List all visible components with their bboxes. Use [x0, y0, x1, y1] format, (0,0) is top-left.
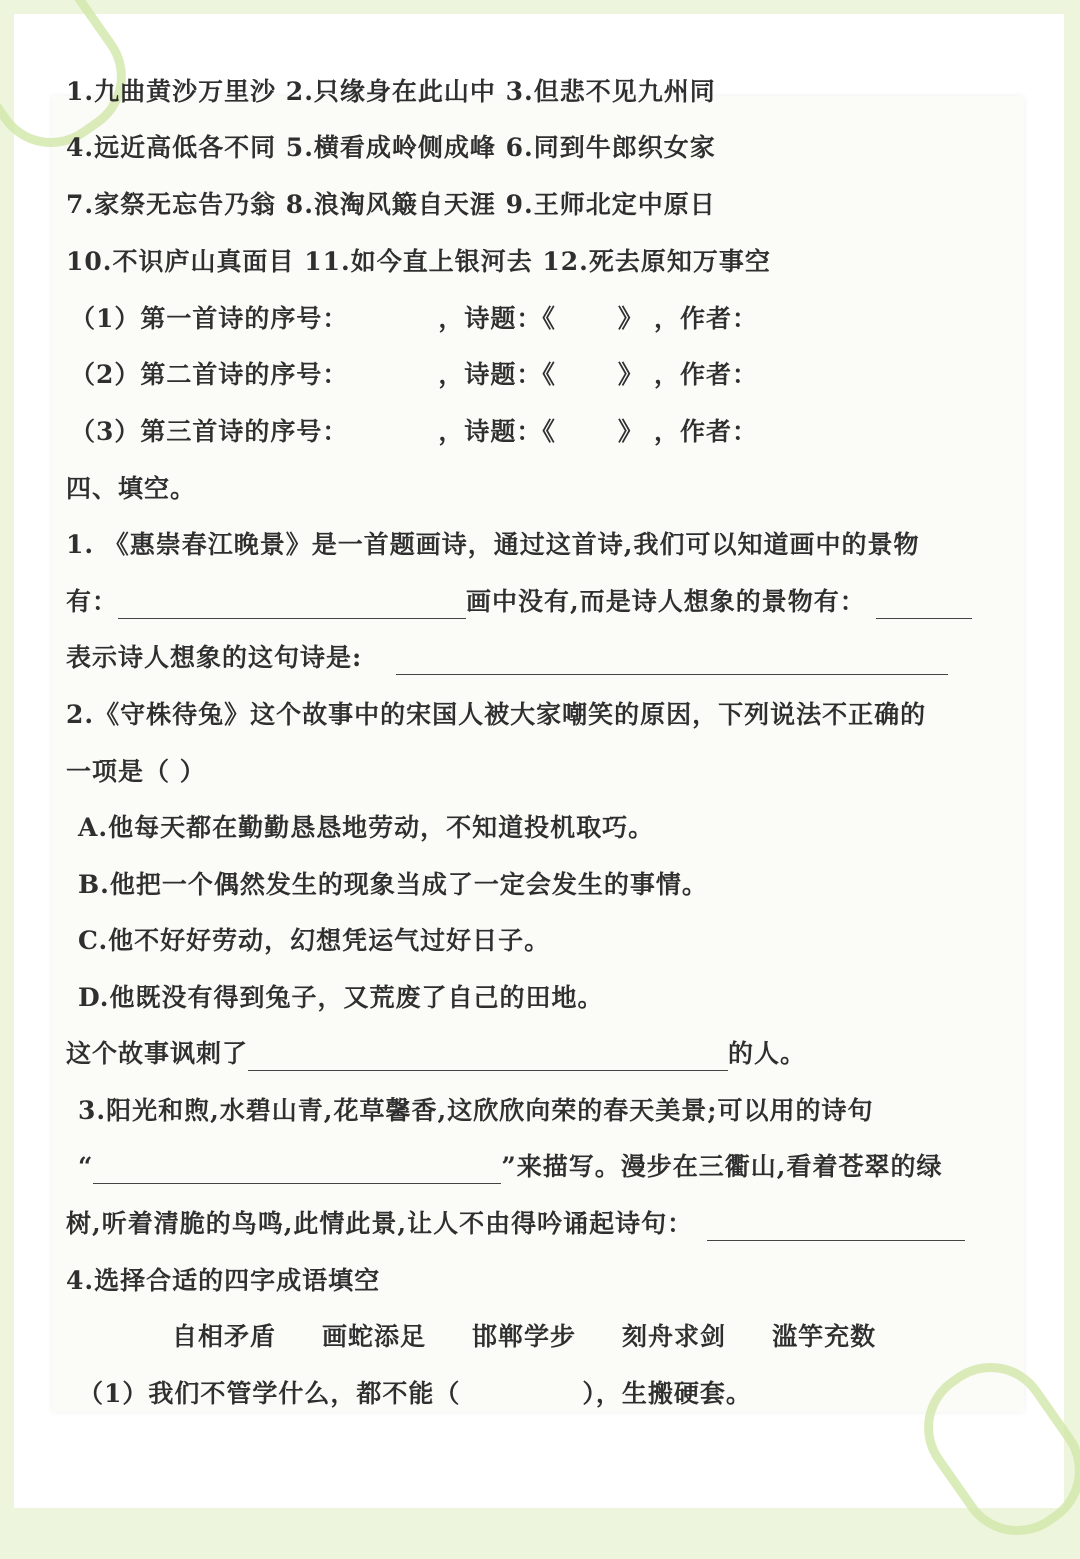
blank-imagined-line[interactable]	[396, 646, 948, 675]
item1-line3: 表示诗人想象的这句诗是:	[66, 641, 948, 675]
question-row-1: （1）第一首诗的序号： ，诗题：《 》 ，作者：	[70, 304, 758, 333]
blank-spring-poem[interactable]	[93, 1155, 501, 1184]
option-d: D.他既没有得到兔子，又荒废了自己的田地。	[78, 983, 604, 1012]
idiom-3: 邯郸学步	[472, 1322, 577, 1351]
option-a: A.他每天都在勤勤恳恳地劳动，不知道投机取巧。	[78, 813, 655, 842]
blank-satire[interactable]	[248, 1042, 728, 1071]
option-c: C.他不好好劳动，幻想凭运气过好日子。	[78, 926, 551, 955]
option-b: B.他把一个偶然发生的现象当成了一定会发生的事情。	[78, 870, 708, 899]
blank-recite-poem[interactable]	[707, 1212, 965, 1241]
idiom-2: 画蛇添足	[322, 1322, 427, 1351]
idiom-1: 自相矛盾	[172, 1322, 277, 1351]
item1-line2: 有： 画中没有,而是诗人想象的景物有：	[66, 585, 972, 619]
item4-q1: （1）我们不管学什么，都不能（ ），生搬硬套。	[78, 1379, 752, 1408]
question-row-3: （3）第三首诗的序号： ，诗题：《 》 ，作者：	[70, 417, 758, 446]
item2-satire: 这个故事讽刺了 的人。	[66, 1037, 806, 1071]
blank-scene-in-painting[interactable]	[118, 590, 466, 619]
blank-imagined-scene[interactable]	[876, 590, 972, 619]
poem-line-1: 1.九曲黄沙万里沙 2.只缘身在此山中 3.但悲不见九州同	[66, 77, 716, 106]
item3-line2: “ ”来描写。漫步在三衢山,看着苍翠的绿	[78, 1150, 942, 1184]
idiom-list	[172, 1320, 922, 1354]
item3-line1: 3.阳光和煦,水碧山青,花草馨香,这欣欣向荣的春天美景;可以用的诗句	[78, 1096, 874, 1125]
poem-line-3: 7.家祭无忘告乃翁 8.浪淘风簸自天涯 9.王师北定中原日	[66, 190, 716, 219]
idiom-4: 刻舟求剑	[622, 1322, 727, 1351]
item3-line3: 树,听着清脆的鸟鸣,此情此景,让人不由得吟诵起诗句：	[66, 1207, 965, 1241]
poem-line-4: 10.不识庐山真面目 11.如今直上银河去 12.死去原知万事空	[66, 247, 771, 276]
item2-line2: 一项是（ ）	[66, 757, 206, 786]
section-heading: 四、填空。	[66, 474, 197, 503]
idiom-5: 滥竽充数	[772, 1322, 877, 1351]
poem-line-2: 4.远近高低各不同 5.横看成岭侧成峰 6.同到牛郎织女家	[66, 133, 716, 162]
item4-title: 4.选择合适的四字成语填空	[66, 1266, 381, 1295]
item2-line1: 2.《守株待兔》这个故事中的宋国人被大家嘲笑的原因，下列说法不正确的	[66, 700, 927, 729]
item1-line1: 1. 《惠崇春江晚景》是一首题画诗，通过这首诗,我们可以知道画中的景物	[66, 530, 920, 559]
question-row-2: （2）第二首诗的序号： ，诗题：《 》 ，作者：	[70, 360, 758, 389]
